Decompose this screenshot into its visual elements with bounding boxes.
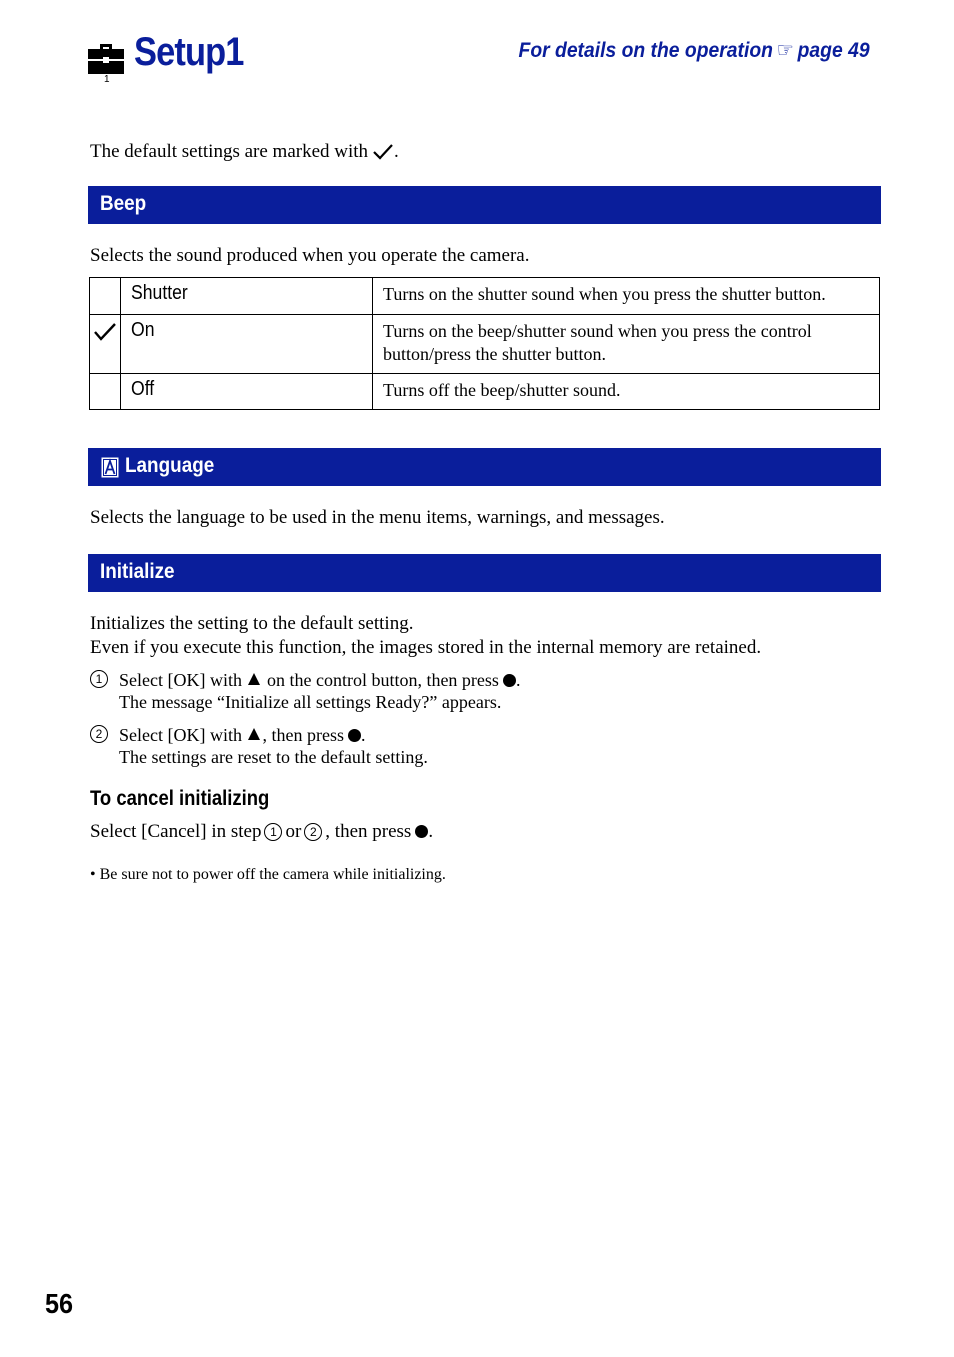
section-bar-beep — [88, 186, 881, 224]
table-row — [90, 374, 880, 410]
up-arrow-icon — [248, 673, 260, 685]
center-button-icon — [503, 674, 516, 687]
section-heading-beep: Beep — [100, 192, 147, 215]
section-heading-initialize: Initialize — [100, 560, 175, 583]
default-cell — [90, 278, 121, 315]
step-text-b: , then press — [262, 725, 344, 745]
title-icon-number: 1 — [104, 74, 110, 85]
option-name: On — [131, 319, 155, 341]
default-note — [90, 140, 399, 164]
section-heading-language: Language — [125, 454, 215, 477]
bullet-icon: • — [90, 866, 96, 883]
check-mark-icon — [372, 143, 394, 161]
option-description: Turns on the beep/shutter sound when you press the control button/press the shutter button. — [373, 315, 880, 374]
center-button-icon — [348, 729, 361, 742]
default-cell — [90, 315, 121, 374]
step-1-result: The message “Initialize all settings Ready?” appears. — [119, 692, 502, 712]
option-name: Off — [131, 378, 155, 400]
section-bar-language — [88, 448, 881, 486]
step-text-c: . — [515, 670, 521, 690]
language-description: Selects the language to be used in the menu items, warnings, and messages. — [90, 507, 665, 528]
option-name: Shutter — [131, 282, 188, 304]
step-ref-1: 1 — [264, 823, 282, 841]
option-description: Turns on the shutter sound when you press the shutter button. — [373, 278, 880, 315]
step-text-a: Select [OK] with — [119, 725, 242, 745]
initialize-line-2: Even if you execute this function, the images stored in the internal memory are retained. — [90, 637, 762, 658]
step-text — [119, 724, 365, 746]
step-number: 2 — [90, 725, 108, 743]
page-number: 56 — [45, 1288, 74, 1319]
step-2-result: The settings are reset to the default setting. — [119, 747, 428, 767]
toolbox-icon — [88, 42, 124, 76]
caution-text: Be sure not to power off the camera while initializing. — [99, 866, 446, 883]
section-bar-initialize — [88, 554, 881, 592]
option-description: Turns off the beep/shutter sound. — [373, 374, 880, 410]
step-text-a: Select [OK] with — [119, 670, 242, 690]
default-cell — [90, 374, 121, 410]
table-row — [90, 315, 880, 374]
step-ref-2: 2 — [304, 823, 322, 841]
default-note-text: The default settings are marked with — [90, 141, 369, 162]
reference-page: page 49 — [798, 39, 870, 62]
cancel-text-c: . — [428, 821, 434, 842]
center-button-icon — [415, 825, 428, 838]
step-number: 1 — [90, 670, 108, 688]
pointing-hand-icon: ☞ — [777, 39, 795, 62]
table-row — [90, 278, 880, 315]
step-text-c: . — [360, 725, 366, 745]
language-a-icon — [101, 457, 119, 478]
beep-options-table — [89, 277, 880, 410]
cancel-text-a: Select [Cancel] in step — [90, 821, 262, 842]
reference-link[interactable] — [519, 38, 870, 63]
step-text — [119, 669, 520, 691]
beep-description: Selects the sound produced when you operate the camera. — [90, 245, 530, 266]
default-note-end: . — [394, 141, 399, 162]
caution-note — [90, 866, 446, 884]
option-name-cell — [121, 278, 373, 315]
cancel-text-or: or — [285, 821, 302, 842]
cancel-text-b: , then press — [325, 821, 412, 842]
default-check-icon — [93, 321, 117, 343]
option-name-cell — [121, 374, 373, 410]
cancel-instructions — [90, 820, 433, 844]
initialize-line-1: Initializes the setting to the default setting. — [90, 613, 414, 634]
step-text-b: on the control button, then press — [266, 670, 499, 690]
cancel-heading: To cancel initializing — [90, 787, 270, 810]
page-title: Setup1 — [134, 30, 244, 74]
option-name-cell — [121, 315, 373, 374]
reference-text: For details on the operation — [518, 39, 774, 62]
up-arrow-icon — [248, 728, 260, 740]
